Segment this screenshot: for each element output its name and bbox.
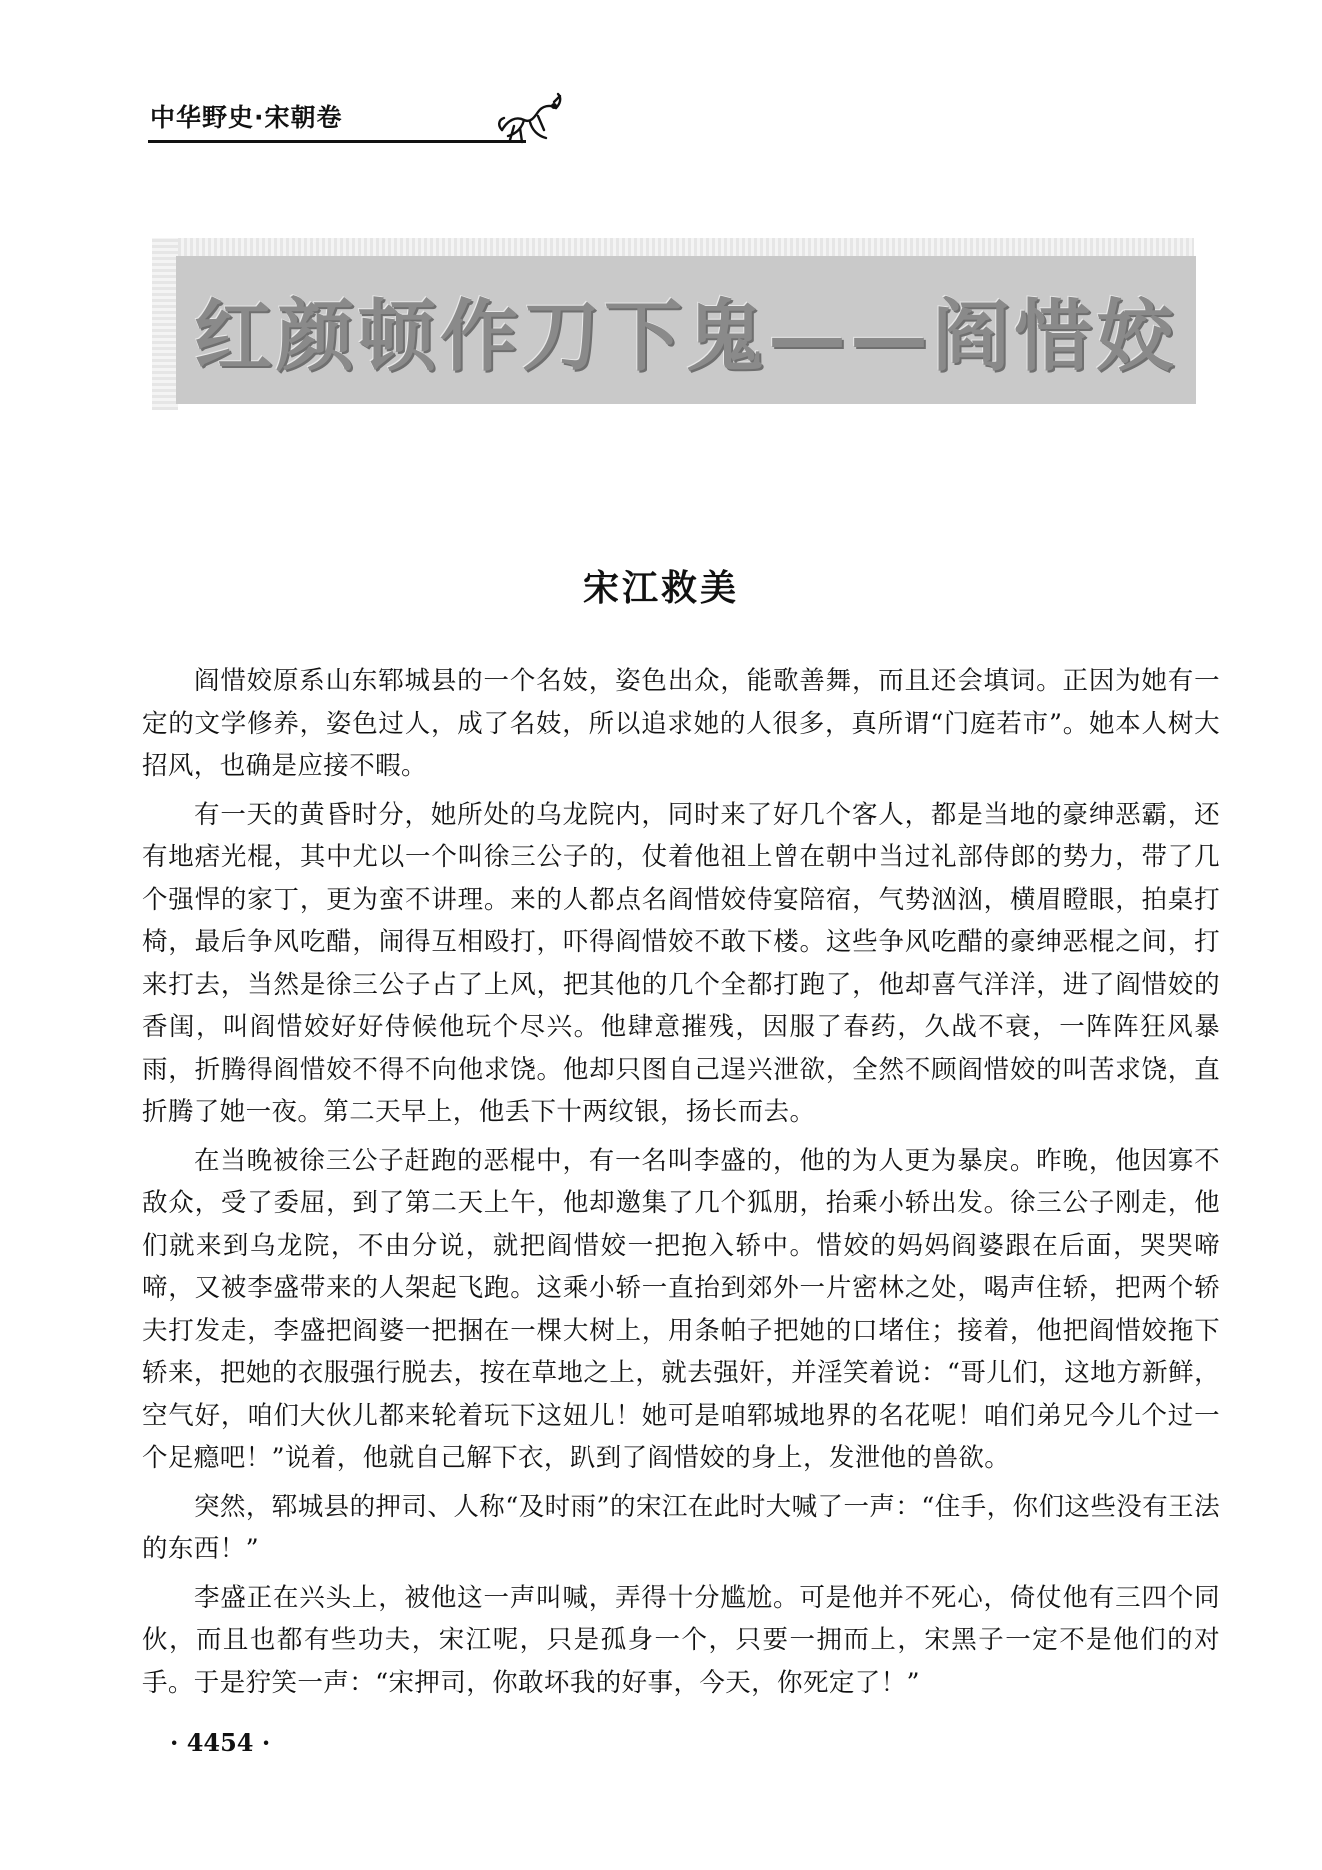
paragraph: 阎惜姣原系山东郓城县的一个名妓，姿色出众，能歌善舞，而且还会填词。正因为她有一定的文学修养，姿色过人，成了名妓，所以追求她的人很多，真所谓“门庭若市”。她本人树大招风，也确是应接不暇。	[142, 666, 1220, 781]
paragraph: 在当晚被徐三公子赶跑的恶棍中，有一名叫李盛的，他的为人更为暴戾。昨晚，他因寡不敌众，受了委屈，到了第二天上午，他却邀集了几个狐朋，抬乘小轿出发。徐三公子刚走，他们就来到乌龙院，不由分说，就把阎惜姣一把抱入轿中。惜姣的妈妈阎婆跟在后面，哭哭啼啼，又被李盛带来的人架起飞跑。这乘小轿一直抬到郊外一片密林之处，喝声住轿，把两个轿夫打发走，李盛把阎婆一把捆在一棵大树上，用条帕子把她的口堵住；接着，他把阎惜姣拖下轿来，把她的衣服强行脱去，按在草地之上，就去强奸，并淫笑着说：“哥儿们，这地方新鲜，空气好，咱们大伙儿都来轮着玩下这妞儿！她可是咱郓城地界的名花呢！咱们弟兄今儿个过一个足瘾吧！”说着，他就自己解下衣，趴到了阎惜姣的身上，发泄他的兽欲。	[142, 1145, 1220, 1473]
paragraph: 李盛正在兴头上，被他这一声叫喊，弄得十分尴尬。可是他并不死心，倚仗他有三四个同伙，而且也都有些功夫，宋江呢，只是孤身一个，只要一拥而上，宋黑子一定不是他们的对手。于是狞笑一声：“宋押司，你敢坏我的好事，今天，你死定了！”	[142, 1582, 1220, 1698]
page-number: · 4454 ·	[170, 1728, 271, 1757]
paragraph: 突然，郓城县的押司、人称“及时雨”的宋江在此时大喊了一声：“住手，你们这些没有王法的东西！”	[142, 1491, 1220, 1564]
section-title: 宋江救美	[582, 568, 739, 609]
title-band-texture-left	[152, 238, 178, 410]
header-rule	[148, 140, 526, 143]
body-text	[142, 660, 1220, 1710]
paragraph: 有一天的黄昏时分，她所处的乌龙院内，同时来了好几个客人，都是当地的豪绅恶霸，还有地痞光棍，其中尤以一个叫徐三公子的，仗着他祖上曾在朝中当过礼部侍郎的势力，带了几个强悍的家丁，更为蛮不讲理。来的人都点名阎惜姣侍宴陪宿，气势汹汹，横眉瞪眼，拍桌打椅，最后争风吃醋，闹得互相殴打，吓得阎惜姣不敢下楼。这些争风吃醋的豪绅恶棍之间，打来打去，当然是徐三公子占了上风，把其他的几个全都打跑了，他却喜气洋洋，进了阎惜姣的香闺，叫阎惜姣好好侍候他玩个尽兴。他肆意摧残，因服了春药，久战不衰，一阵阵狂风暴雨，折腾得阎惜姣不得不向他求饶。他却只图自己逞兴泄欲，全然不顾阎惜姣的叫苦求饶，直折腾了她一夜。第二天早上，他丢下十两纹银，扬长而去。	[142, 799, 1220, 1127]
dragon-emblem-icon	[494, 86, 566, 146]
book-running-header: 中华野史·宋朝卷	[150, 103, 343, 132]
chapter-title: 红颜顿作刀下鬼——阎惜姣	[193, 291, 1178, 382]
title-band-texture	[154, 238, 1194, 258]
